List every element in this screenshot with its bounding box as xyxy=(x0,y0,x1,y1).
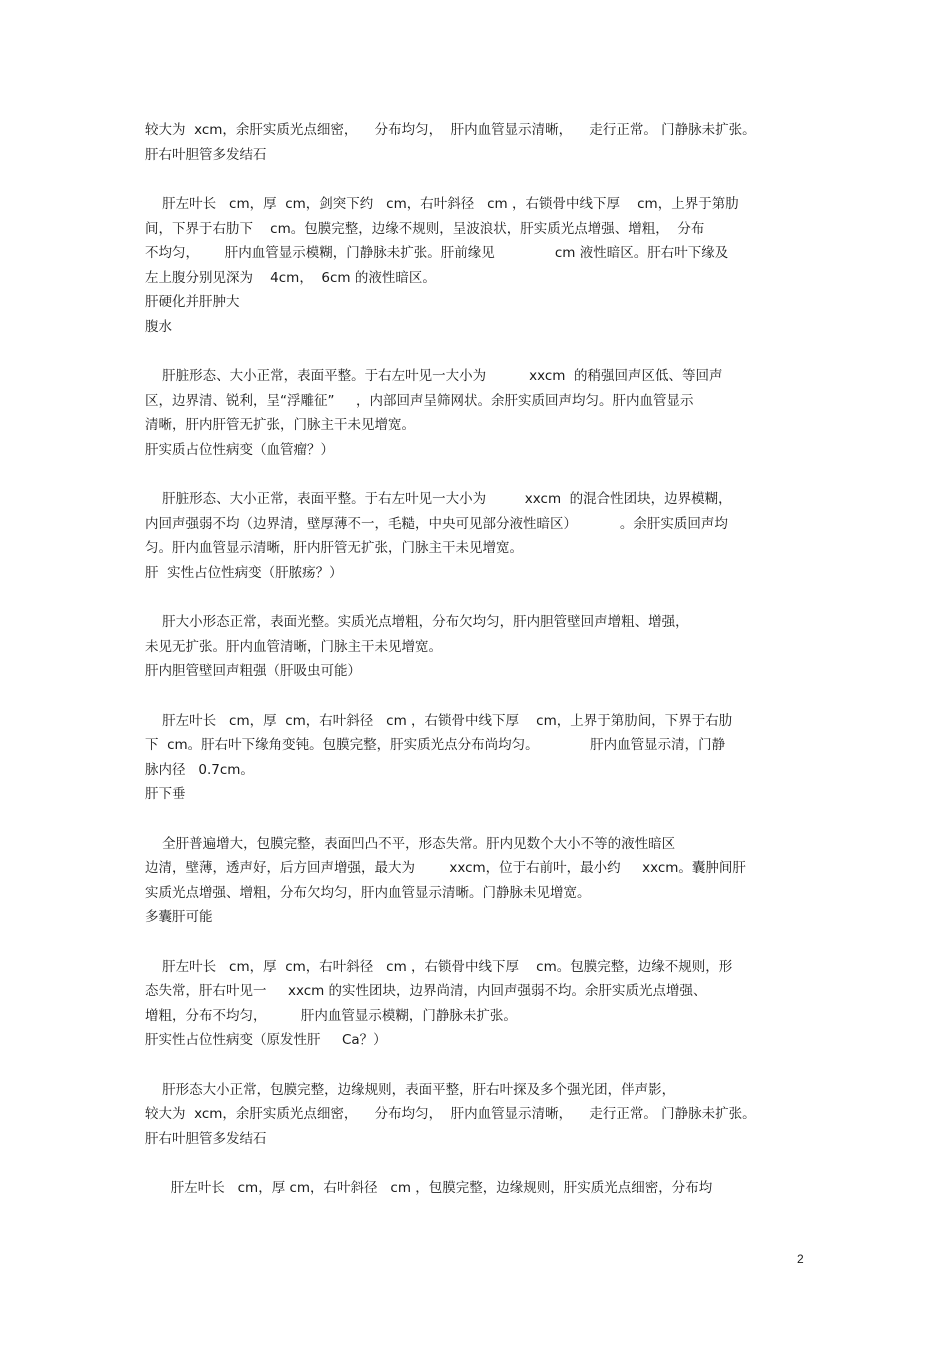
text-line: 肝 实性占位性病变（肝脓疡？） xyxy=(145,564,343,581)
text-line: 下 cm。肝右叶下缘角变钝。包膜完整，肝实质光点分布尚均匀。 肝内血管显示清，门静 xyxy=(145,737,726,753)
text-line: 肝实性占位性病变（原发性肝 Ca？） xyxy=(145,1032,387,1048)
text-line: 肝下垂 xyxy=(145,786,186,802)
text-line: 肝脏形态、大小正常，表面平整。于右左叶见一大小为 xxcm 的混合性团块，边界模糊， xyxy=(145,491,732,507)
text-line: 较大为 xcm，余肝实质光点细密， 分布均匀， 肝内血管显示清晰， 走行正常。 门静脉未扩张。 xyxy=(145,122,756,138)
text-line: 肝右叶胆管多发结石 xyxy=(145,1130,267,1147)
text-line: 脉内径 0.7cm。 xyxy=(145,761,254,778)
text-line: 多囊肝可能 xyxy=(145,909,213,925)
section-gap xyxy=(145,930,810,955)
text-line: 肝左叶长 cm，厚 cm，右叶斜径 cm ，右锁骨中线下厚 cm，上界于第肋间，下界于右肋 xyxy=(145,712,733,729)
text-line: 内回声强弱不均（边界清，壁厚薄不一，毛糙，中央可见部分液性暗区） 。余肝实质回声均 xyxy=(145,515,728,532)
section-gap xyxy=(145,1053,810,1078)
report-section xyxy=(145,709,810,807)
text-line: 肝形态大小正常，包膜完整，边缘规则，表面平整，肝右叶探及多个强光团，伴声影， xyxy=(145,1081,676,1098)
section-gap xyxy=(145,462,810,487)
text-line: 肝实质占位性病变（血管瘤？） xyxy=(145,441,334,458)
report-section xyxy=(145,192,810,339)
text-line: 间，下界于右肋下 cm。包膜完整，边缘不规则，呈波浪状，肝实质光点增强、增粗， 分布 xyxy=(145,220,705,237)
text-line: 肝左叶长 cm，厚 cm，剑突下约 cm，右叶斜径 cm ，右锁骨中线下厚 cm，上界于第肋 xyxy=(145,196,739,212)
text-line: 较大为 xcm，余肝实质光点细密， 分布均匀， 肝内血管显示清晰， 走行正常。 门静脉未扩张。 xyxy=(145,1106,756,1122)
text-line: 不均匀， 肝内血管显示模糊，门静脉未扩张。肝前缘见 cm 液性暗区。肝右叶下缘及 xyxy=(145,245,729,261)
text-line: 未见无扩张。肝内血管清晰，门脉主干未见增宽。 xyxy=(145,638,442,655)
text-line: 腹水 xyxy=(145,318,172,335)
page-number: 2 xyxy=(797,1252,804,1266)
text-line: 左上腹分别见深为 4cm， 6cm 的液性暗区。 xyxy=(145,269,436,286)
text-line: 肝左叶长 cm，厚 cm，右叶斜径 cm ，右锁骨中线下厚 cm。包膜完整，边缘不规则，形 xyxy=(145,958,733,975)
section-gap xyxy=(145,167,810,192)
text-line: 全肝普遍增大，包膜完整，表面凹凸不平，形态失常。肝内见数个大小不等的液性暗区 xyxy=(145,835,676,852)
section-gap xyxy=(145,339,810,364)
report-section xyxy=(145,118,810,167)
report-section xyxy=(145,1078,810,1152)
text-line: 区，边界清、锐利，呈“浮雕征” ，内部回声呈筛网状。余肝实质回声均匀。肝内血管显示 xyxy=(145,392,694,409)
text-line: 肝左叶长 cm，厚 cm，右叶斜径 cm ，包膜完整，边缘规则，肝实质光点细密，分布均 xyxy=(145,1180,713,1196)
text-line: 肝脏形态、大小正常，表面平整。于右左叶见一大小为 xxcm 的稍强回声区低、等回声 xyxy=(145,368,723,384)
text-line: 增粗，分布不均匀， 肝内血管显示模糊，门静脉未扩张。 xyxy=(145,1007,517,1024)
text-line: 肝大小形态正常，表面光整。实质光点增粗，分布欠均匀，肝内胆管壁回声增粗、增强， xyxy=(145,614,689,630)
report-section xyxy=(145,1176,810,1201)
report-section xyxy=(145,955,810,1053)
text-line: 态失常，肝右叶见一 xxcm 的实性团块，边界尚清，内回声强弱不均。余肝实质光点增强、 xyxy=(145,983,707,999)
text-line: 肝内胆管壁回声粗强（肝吸虫可能） xyxy=(145,663,361,679)
report-section xyxy=(145,487,810,585)
section-gap xyxy=(145,807,810,832)
text-line: 清晰，肝内肝管无扩张，门脉主干未见增宽。 xyxy=(145,417,415,433)
section-gap xyxy=(145,585,810,610)
document-body xyxy=(145,118,810,1201)
text-line: 肝右叶胆管多发结石 xyxy=(145,146,267,163)
section-gap xyxy=(145,1151,810,1176)
text-line: 匀。肝内血管显示清晰，肝内肝管无扩张，门脉主干未见增宽。 xyxy=(145,540,523,556)
report-section xyxy=(145,832,810,930)
section-gap xyxy=(145,684,810,709)
text-line: 边清，壁薄，透声好，后方回声增强，最大为 xxcm，位于右前叶，最小约 xxcm。囊肿间肝 xyxy=(145,860,746,876)
text-line: 肝硬化并肝肿大 xyxy=(145,294,240,310)
report-section xyxy=(145,364,810,462)
text-line: 实质光点增强、增粗，分布欠均匀，肝内血管显示清晰。门静脉未见增宽。 xyxy=(145,884,591,901)
report-section xyxy=(145,610,810,684)
